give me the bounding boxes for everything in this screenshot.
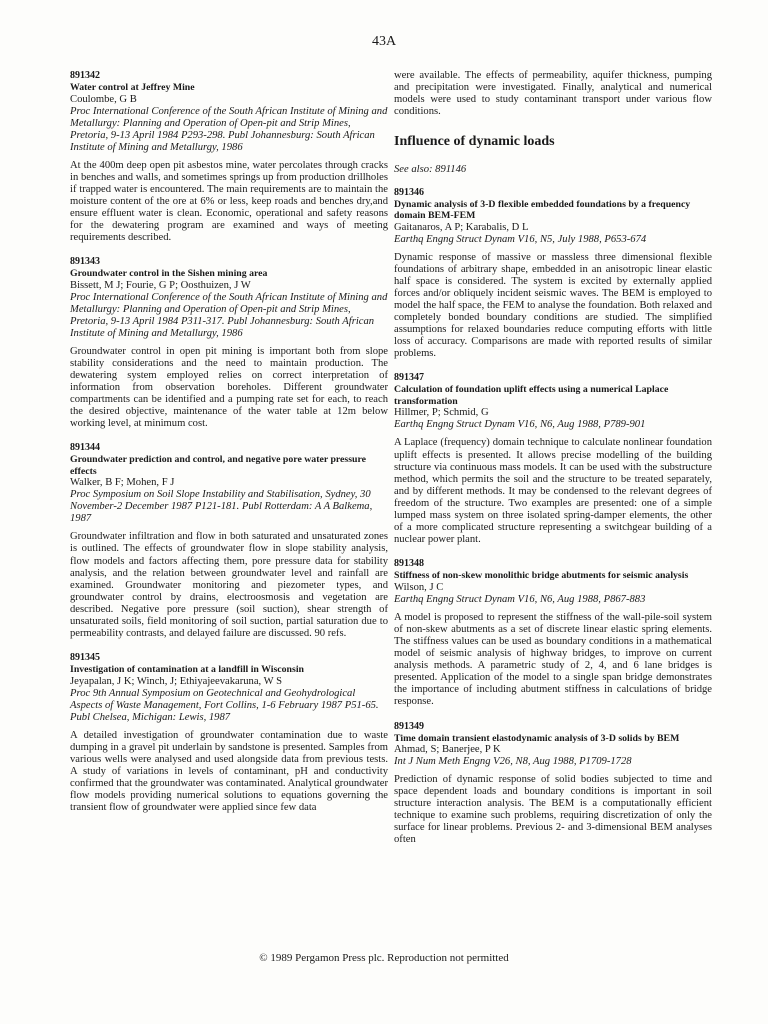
section-heading: Influence of dynamic loads — [394, 134, 555, 150]
left-column — [70, 70, 388, 826]
entry-title: Stiffness of non-skew monolithic bridge abutments for seismic analysis — [394, 570, 689, 582]
entry-source: Proc Symposium on Soil Slope Instability and Stabilisation, Sydney, 30 November-2 December 1987 P121-181. Publ Rotterdam: A A Balkema, 1987 — [70, 489, 373, 525]
entry-authors: Coulombe, G B — [70, 93, 137, 105]
abstract-entry — [394, 558, 712, 708]
entry-abstract: Prediction of dynamic response of solid bodies subjected to time and space dependent loads and boundary conditions is important in soil structure interaction analysis. The BEM is a computationally efficient technique to examine such problems, requiring discretization of only the surface for linear problems. Previous 2- and 3-dimensional BEM analyses often — [394, 774, 712, 846]
entry-id: 891342 — [70, 70, 100, 81]
continued-abstract: were available. The effects of permeability, aquifer thickness, pumping and precipitation were investigated. Finally, analytical and numerical models were used to study contaminant transport under various flow conditions. — [394, 70, 712, 118]
entry-authors: Wilson, J C — [394, 581, 444, 593]
entry-authors: Jeyapalan, J K; Winch, J; Ethiyajeevakaruna, W S — [70, 675, 282, 687]
entry-source: Earthq Engng Struct Dynam V16, N6, Aug 1988, P789-901 — [394, 419, 646, 431]
entry-title: Time domain transient elastodynamic analysis of 3-D solids by BEM — [394, 732, 680, 744]
right-column — [394, 70, 712, 859]
see-also-reference: See also: 891146 — [394, 164, 467, 176]
entry-source: Earthq Engng Struct Dynam V16, N5, July 1988, P653-674 — [394, 233, 647, 245]
entry-abstract: A Laplace (frequency) domain technique to calculate nonlinear foundation uplift effects is presented. It allows precise modelling of the building structure via continuous mass models. It can be used with the substructure method, which permits the soil and the structure to be treated separately, and by different methods. It may be condensed to the relevant degrees of freedom of the structure. Two examples are presented: one of a simple lumped mass system on three isolated spring-damper elements, the other of a more complicated structure representing a switchgear building of a nuclear power plant. — [394, 437, 712, 546]
entry-source: Earthq Engng Struct Dynam V16, N6, Aug 1988, P867-883 — [394, 593, 646, 605]
entry-source: Proc International Conference of the South African Institute of Mining and Metallurgy: Planning and Operation of Open-pit and Strip Mines, Pretoria, 9-13 April 1984 P311-317. Publ Johannesburg: South African Institute of Mining and Metallurgy, 1986 — [70, 291, 388, 339]
copyright-footer: © 1989 Pergamon Press plc. Reproduction not permitted — [259, 952, 509, 964]
abstract-entry — [70, 442, 388, 640]
abstract-entry — [70, 70, 388, 244]
entry-abstract: Dynamic response of massive or massless three dimensional flexible foundations of arbitrary shape, embedded in an anisotropic linear elastic half space is considered. The system is excited by externally applied forces and/or obliquely incident seismic waves. The BEM is employed to model the half space, the FEM to analyse the foundation. Both relaxed and completely bonded boundary conditions are studied. The simplified assumptions for relaxed boundaries reduce computing efforts with little loss of accuracy. Comparisons are made with reported results of similar problems. — [394, 251, 712, 360]
entry-abstract: A model is proposed to represent the stiffness of the wall-pile-soil system of non-skew abutments as a set of discrete linear elastic spring elements. The stiffness values can be used as boundary conditions in a mathematical model of seismic analysis of highway bridges, to improve on current analysis methods. A parametric study of 2, 4, and 6 lane bridges is presented. Application of the model to a single span bridge demonstrates the importance of including abutment stiffness in calculations of bridge response. — [394, 611, 712, 708]
page-number: 43A — [371, 34, 397, 49]
entry-abstract: Groundwater control in open pit mining is important both from slope stability considerations and the need to maintain production. The dewatering system employed relies on correct interpretation of information from observation boreholes. Different groundwater compartments can be identified and a pumping rate set for each, to reach the desired objective, maintenance of the water table at 12m below working level, at minimum cost. — [70, 345, 388, 430]
entry-id: 891343 — [70, 256, 100, 268]
entry-id: 891344 — [70, 442, 100, 454]
abstract-entry — [394, 372, 712, 546]
entry-abstract: A detailed investigation of groundwater contamination due to waste dumping in a gravel pit underlain by sandstone is presented. Samples from various wells were analysed and used alongside data from previous tests. A study of variations in levels of contaminant, pH and conductivity confirmed that the groundwater was contaminated. Analytical groundwater flow models providing numerical solutions to equations governing the transient flow of groundwater were applied since few data — [70, 729, 388, 814]
entry-title: Investigation of contamination at a landfill in Wisconsin — [70, 664, 304, 676]
entry-source: Proc 9th Annual Symposium on Geotechnical and Geohydrological Aspects of Waste Management, Fort Collins, 1-6 February 1987 P51-65. Publ Chelsea, Michigan: Lewis, 1987 — [70, 687, 379, 723]
abstract-entry — [394, 187, 712, 361]
abstract-entry — [394, 721, 712, 847]
entry-id: 891349 — [394, 720, 424, 732]
entry-authors: Bissett, M J; Fourie, G P; Oosthuizen, J W — [70, 279, 251, 291]
entry-title: Calculation of foundation uplift effects using a numerical Laplace transformation — [394, 384, 669, 407]
entry-abstract: At the 400m deep open pit asbestos mine, water percolates through cracks in benches and walls, and sometimes springs up from production drillholes if trapped water is encountered. The main requirements are to maintain the moisture content of the ore at 6% or less, keep roads and benches dry,and ensure effluent water is clean. Economic, operational and safety reasons for the dewatering program are examined and ways of meeting requirements described. — [70, 159, 388, 244]
abstract-entry — [70, 256, 388, 430]
entry-id: 891345 — [70, 652, 100, 664]
entry-source: Proc International Conference of the South African Institute of Mining and Metallurgy: Planning and Operation of Open-pit and Strip Mines, Pretoria, 9-13 April 1984 P293-298. Publ Johannesburg: South African Institute of Mining and Metallurgy, 1986 — [70, 105, 388, 153]
entry-title: Groundwater control in the Sishen mining area — [70, 268, 268, 280]
entry-id: 891346 — [394, 186, 424, 198]
entry-authors: Walker, B F; Mohen, F J — [70, 477, 175, 489]
entry-authors: Ahmad, S; Banerjee, P K — [394, 744, 501, 756]
entry-title: Dynamic analysis of 3-D flexible embedded foundations by a frequency domain BEM-FEM — [394, 198, 691, 222]
entry-title: Groundwater prediction and control, and negative pore water pressure effects — [70, 454, 367, 477]
entry-id: 891347 — [394, 372, 424, 384]
entry-abstract: Groundwater infiltration and flow in both saturated and unsaturated zones is outlined. The effects of groundwater flow in slope stability analysis, flow models and factors affecting them, pore pressure data for stability analysis, and the relation between groundwater level and rainfall are examined. Groundwater monitoring and piezometer types, and groundwater control by drains, electroosmosis and vegetation are described. Negative pore pressure (soil suction), shear strength of unsaturated soils, field monitoring of soil suction, partial saturation due to permeability contrasts, and delayed failure are discussed. 90 refs. — [70, 531, 388, 640]
entry-source: Int J Num Meth Engng V26, N8, Aug 1988, P1709-1728 — [394, 756, 632, 768]
entry-id: 891348 — [394, 558, 424, 570]
abstract-entry — [70, 652, 388, 814]
entry-authors: Gaitanaros, A P; Karabalis, D L — [394, 221, 529, 233]
entry-authors: Hillmer, P; Schmid, G — [394, 407, 489, 419]
entry-title: Water control at Jeffrey Mine — [70, 82, 195, 93]
